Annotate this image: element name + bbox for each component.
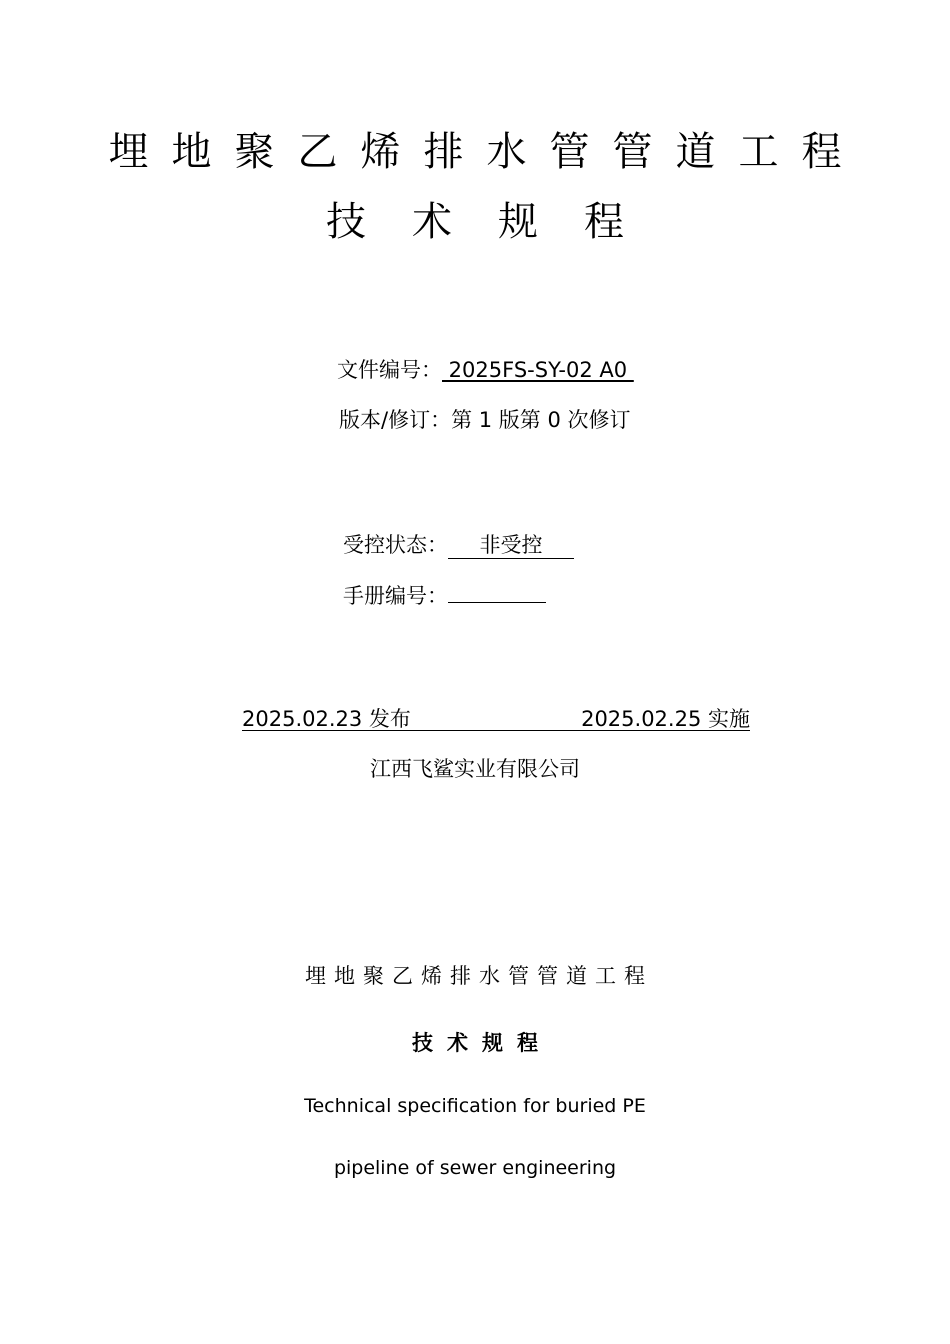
control-status-label: 受控状态： [343, 533, 448, 557]
file-number-value: 2025FS-SY-02 A0 [442, 358, 634, 382]
cover-title-line1: 埋地聚乙烯排水管管道工程 [108, 129, 865, 175]
cover-title-line2: 技术规程 [326, 199, 670, 245]
control-status-row [343, 530, 574, 560]
version-label: 版本/修订： [339, 408, 452, 432]
manual-number-row [343, 580, 546, 611]
control-status-value: 非受控 [448, 532, 574, 559]
dates-row [242, 704, 750, 731]
file-number-label: 文件编号： [337, 358, 442, 382]
manual-number-blank [448, 580, 546, 603]
english-title-line2: pipeline of sewer engineering [333, 1157, 617, 1179]
file-number-row [337, 355, 634, 385]
implement-date: 2025.02.25 实施 [581, 707, 750, 731]
inner-title-line1: 埋地聚乙烯排水管管道工程 [305, 964, 653, 988]
company-name: 江西飞鲨实业有限公司 [370, 757, 580, 781]
inner-title-line2: 技术规程 [412, 1031, 552, 1055]
manual-number-label: 手册编号： [343, 584, 448, 608]
version-row [339, 405, 631, 435]
english-title-line1: Technical specification for buried PE [304, 1095, 646, 1117]
publish-date: 2025.02.23 发布 [242, 707, 411, 731]
version-value: 第 1 版第 0 次修订 [451, 408, 631, 432]
